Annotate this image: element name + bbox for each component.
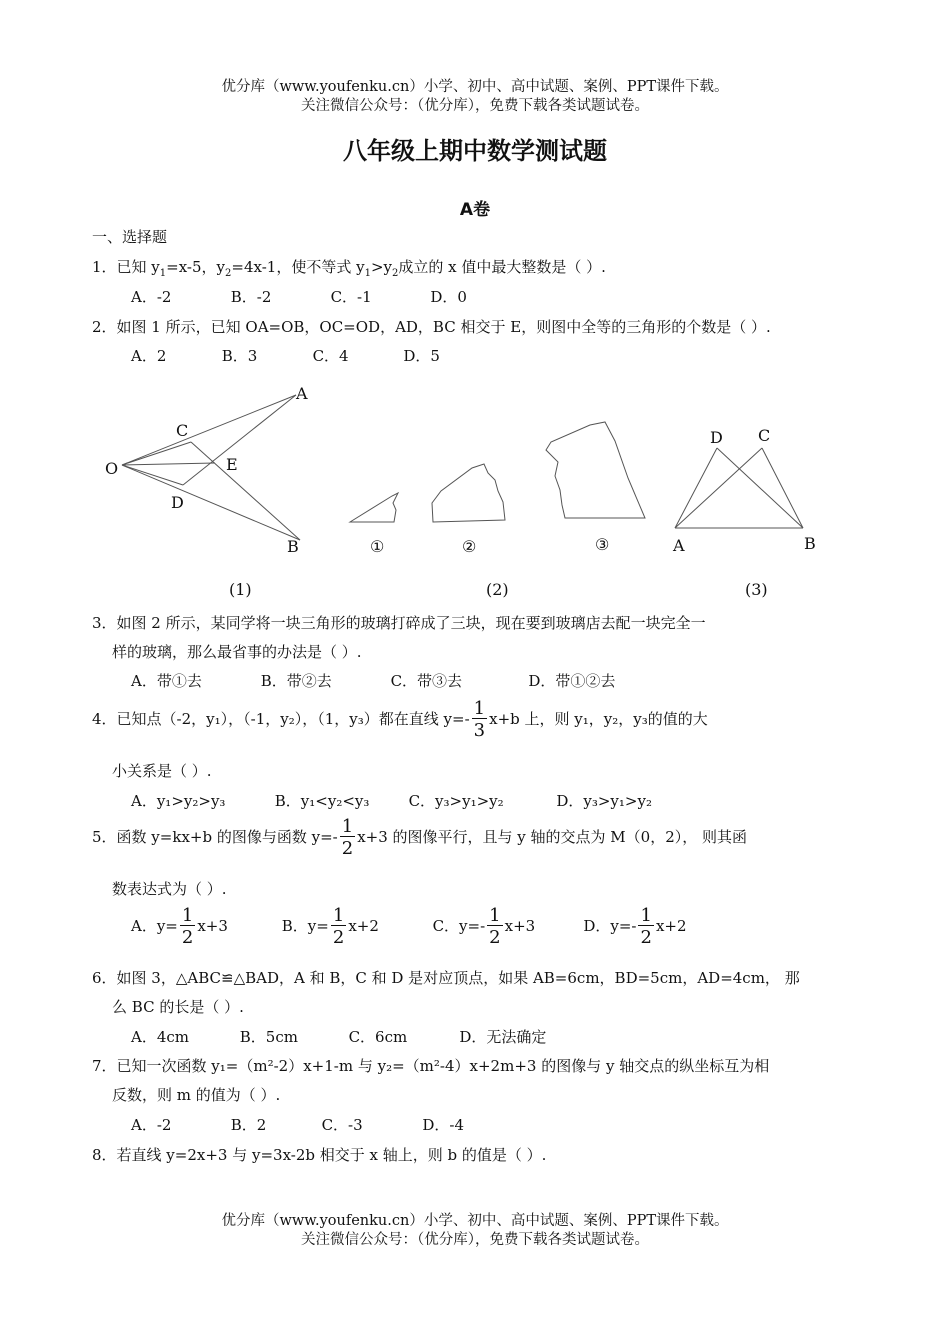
option-b[interactable]: B．3: [221, 347, 258, 365]
question-3-line-2: 样的玻璃，那么最省事的办法是（ ）.: [112, 643, 362, 661]
fig3-label-a: A: [673, 536, 685, 555]
fig3-label-d: D: [710, 428, 723, 447]
option-c[interactable]: C．4: [312, 347, 349, 365]
fig2-label-1: ①: [370, 537, 385, 556]
fig1-label-o: O: [105, 459, 119, 478]
option-a[interactable]: A．y₁>y₂>y₃: [131, 792, 226, 810]
question-5-line-2: 数表达式为（ ）.: [112, 880, 227, 898]
question-7-options: [131, 1114, 464, 1135]
figure-1: [122, 395, 300, 540]
fig2-label-3: ③: [595, 535, 610, 554]
question-7-line-1: 7．已知一次函数 y₁=（m²-2）x+1-m 与 y₂=（m²-4）x+2m+3 的图像与 y 轴交点的纵坐标互为相: [92, 1057, 770, 1075]
fig-caption-2: (2): [486, 580, 509, 599]
option-c[interactable]: C．-3: [321, 1116, 363, 1134]
figures: [0, 370, 950, 610]
option-d[interactable]: D．0: [430, 288, 467, 306]
option-c[interactable]: C．-1: [330, 288, 372, 306]
page-title: 八年级上期中数学测试题: [343, 137, 607, 165]
question-1: 1．已知 $y_1=x-5$，$y_2=4x-1$，使不等式 $y_1>y_2$成立的 x 值中最大整数是（ ）.: [92, 258, 606, 279]
fig1-label-b: B: [287, 537, 299, 556]
option-a[interactable]: A．2: [131, 347, 167, 365]
question-6-options: [131, 1026, 546, 1047]
fig-caption-3: (3): [745, 580, 768, 599]
fraction: $\frac{1}{2}$: [341, 816, 354, 859]
fig3-label-c: C: [758, 426, 771, 445]
question-8: 8．若直线 y=2x+3 与 y=3x-2b 相交于 x 轴上，则 b 的值是（ ）.: [92, 1146, 547, 1164]
option-d[interactable]: D．带①②去: [528, 672, 616, 690]
question-2-options: [131, 345, 440, 366]
option-b[interactable]: B．2: [230, 1116, 267, 1134]
question-4: 4．已知点（-2，y₁），（-1，y₂），（1，y₃）都在直线 y=- $\frac{1}{3}$ x+b 上，则 y₁，y₂，y₃的值的大: [92, 698, 708, 741]
option-c[interactable]: C．y=- $\frac{1}{2}$ x+3: [432, 905, 536, 948]
option-d[interactable]: D．y₃>y₁>y₂: [556, 792, 652, 810]
question-6-line-2: 么 BC 的长是（ ）.: [112, 998, 244, 1016]
header-line-1: 优分库（www.youfenku.cn）小学、初中、高中试题、案例、PPT课件下载。: [221, 79, 729, 95]
figure-3: [675, 448, 803, 528]
header-line-2: 关注微信公众号：（优分库），免费下载各类试题试卷。: [301, 98, 649, 114]
question-4-options: [131, 790, 652, 811]
option-b[interactable]: B．-2: [230, 288, 272, 306]
option-d[interactable]: D．无法确定: [459, 1028, 547, 1046]
fig1-label-e: E: [226, 455, 238, 474]
question-5-options: [131, 907, 687, 947]
option-a[interactable]: A．-2: [131, 1116, 172, 1134]
fig2-label-2: ②: [462, 537, 477, 556]
question-7-line-2: 反数，则 m 的值为（ ）.: [112, 1086, 281, 1104]
option-c[interactable]: C．6cm: [348, 1028, 408, 1046]
fraction: $\frac{1}{3}$: [473, 698, 486, 741]
footer-line-1: 优分库（www.youfenku.cn）小学、初中、高中试题、案例、PPT课件下载。: [221, 1213, 729, 1229]
option-b[interactable]: B．y= $\frac{1}{2}$ x+2: [281, 905, 379, 948]
question-3-line-1: 3．如图 2 所示，某同学将一块三角形的玻璃打碎成了三块，现在要到玻璃店去配一块完全一: [92, 614, 706, 632]
option-d[interactable]: D．y=- $\frac{1}{2}$ x+2: [583, 905, 687, 948]
fig1-label-d: D: [171, 493, 184, 512]
figure-2: [350, 422, 645, 522]
option-d[interactable]: D．5: [403, 347, 440, 365]
fig-caption-1: (1): [229, 580, 252, 599]
fig3-label-b: B: [804, 534, 816, 553]
option-c[interactable]: C．带③去: [390, 672, 463, 690]
option-a[interactable]: A．-2: [131, 288, 172, 306]
question-5: 5．函数 y=kx+b 的图像与函数 y=- $\frac{1}{2}$ x+3 的图像平行，且与 y 轴的交点为 M（0，2）， 则其函: [92, 816, 748, 859]
question-4-line-2: 小关系是（ ）.: [112, 762, 212, 780]
option-a[interactable]: A．4cm: [131, 1028, 190, 1046]
option-d[interactable]: D．-4: [422, 1116, 464, 1134]
part-heading: 一、选择题: [92, 228, 168, 246]
fig1-label-c: C: [176, 421, 189, 440]
fig1-label-a: A: [296, 384, 308, 403]
option-c[interactable]: C．y₃>y₁>y₂: [408, 792, 504, 810]
question-3-options: [131, 670, 615, 691]
question-1-options: [131, 286, 467, 307]
option-a[interactable]: A．y= $\frac{1}{2}$ x+3: [131, 905, 228, 948]
option-a[interactable]: A．带①去: [131, 672, 202, 690]
question-6-line-1: 6．如图 3，△ABC≌△BAD，A 和 B，C 和 D 是对应顶点，如果 AB=6cm，BD=5cm，AD=4cm， 那: [92, 969, 800, 987]
option-b[interactable]: B．y₁<y₂<y₃: [274, 792, 370, 810]
option-b[interactable]: B．5cm: [239, 1028, 298, 1046]
section-title: A卷: [459, 200, 491, 220]
option-b[interactable]: B．带②去: [260, 672, 332, 690]
question-2: 2．如图 1 所示，已知 OA=OB，OC=OD，AD，BC 相交于 E，则图中全等的三角形的个数是（ ）.: [92, 318, 771, 336]
footer-line-2: 关注微信公众号：（优分库），免费下载各类试题试卷。: [301, 1232, 649, 1248]
